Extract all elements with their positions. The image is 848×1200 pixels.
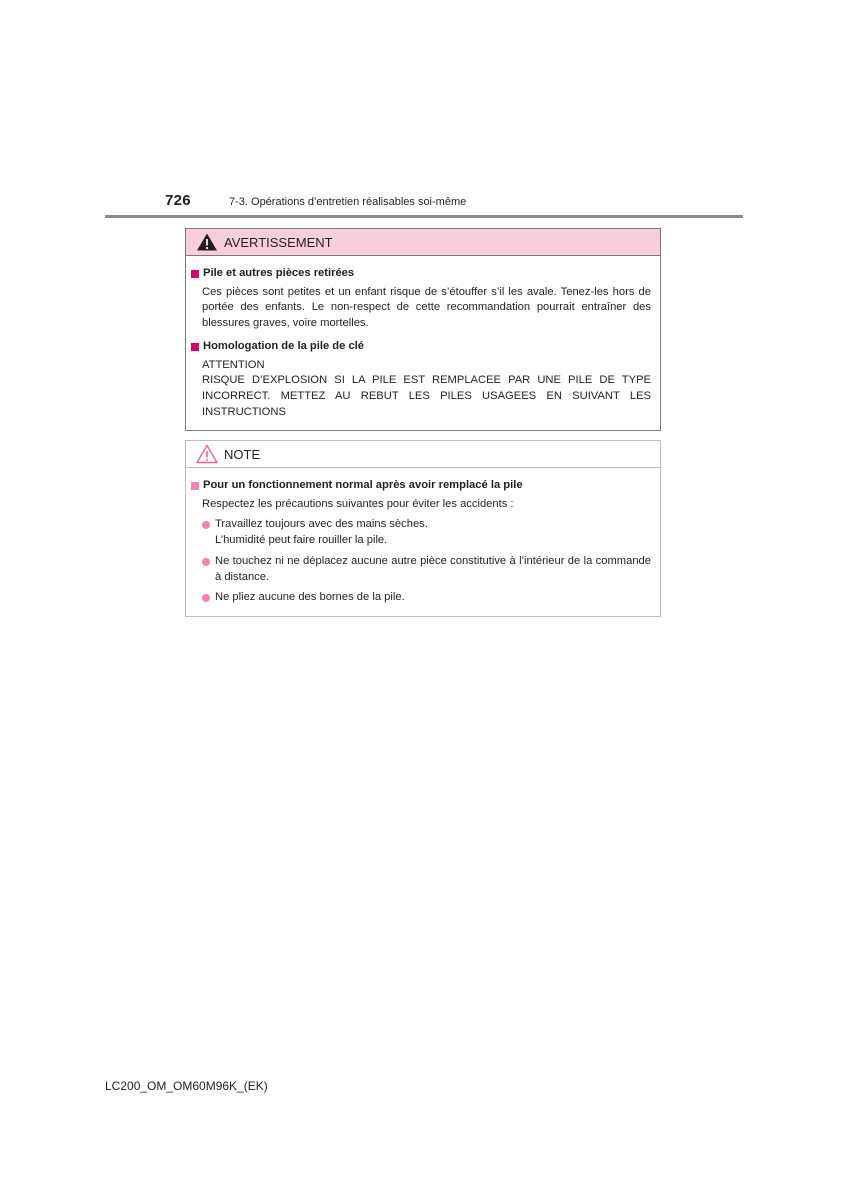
- note-body: [186, 468, 660, 606]
- note-box: [185, 440, 661, 617]
- warning-header: [186, 229, 660, 256]
- square-bullet-icon: [191, 270, 199, 278]
- list-item: Ne pliez aucune des bornes de la pile.: [191, 590, 651, 606]
- page-number: 726: [165, 192, 191, 209]
- note-intro: Respectez les précautions suivantes pour éviter les accidents :: [202, 497, 514, 510]
- note-title: NOTE: [224, 446, 261, 462]
- warning-triangle-icon: [196, 232, 218, 252]
- header-rule: [105, 215, 743, 218]
- square-bullet-icon: [191, 482, 199, 490]
- warning-paragraph: RISQUE D’EXPLOSION SI LA PILE EST REMPLACEE PAR UNE PILE DE TYPE INCORRECT. METTEZ AU REBUT LES PILES USAGEES EN SUIVANT LES INSTRUCTIONS: [202, 374, 651, 418]
- round-bullet-icon: [202, 558, 210, 566]
- round-bullet-icon: [202, 594, 210, 602]
- list-item: Ne touchez ni ne déplacez aucune autre pièce constitutive à l’intérieur de la commande à distance.: [191, 554, 651, 585]
- warning-body: [186, 256, 660, 420]
- warning-subheading: Homologation de la pile de clé: [191, 339, 651, 355]
- section-title: 7-3. Opérations d’entretien réalisables soi-même: [229, 196, 467, 208]
- warning-box: [185, 228, 661, 431]
- document-code: LC200_OM_OM60M96K_(EK): [105, 1079, 268, 1093]
- warning-title: AVERTISSEMENT: [224, 234, 333, 250]
- note-header: [186, 441, 660, 468]
- square-bullet-icon: [191, 343, 199, 351]
- note-subheading: Pour un fonctionnement normal après avoir remplacé la pile: [191, 478, 651, 494]
- caution-triangle-icon: [196, 444, 218, 464]
- warning-paragraph: ATTENTION: [202, 358, 265, 371]
- warning-paragraph: Ces pièces sont petites et un enfant risque de s’étouffer s’il les avale. Tenez-les hors de portée des enfants. Le non-respect de cette recommandation pourrait entraîner des blessures graves, voire mortelles.: [202, 285, 651, 330]
- list-item: Travaillez toujours avec des mains sèches. L’humidité peut faire rouiller la pile.: [191, 517, 651, 548]
- warning-subheading: Pile et autres pièces retirées: [191, 266, 651, 282]
- round-bullet-icon: [202, 521, 210, 529]
